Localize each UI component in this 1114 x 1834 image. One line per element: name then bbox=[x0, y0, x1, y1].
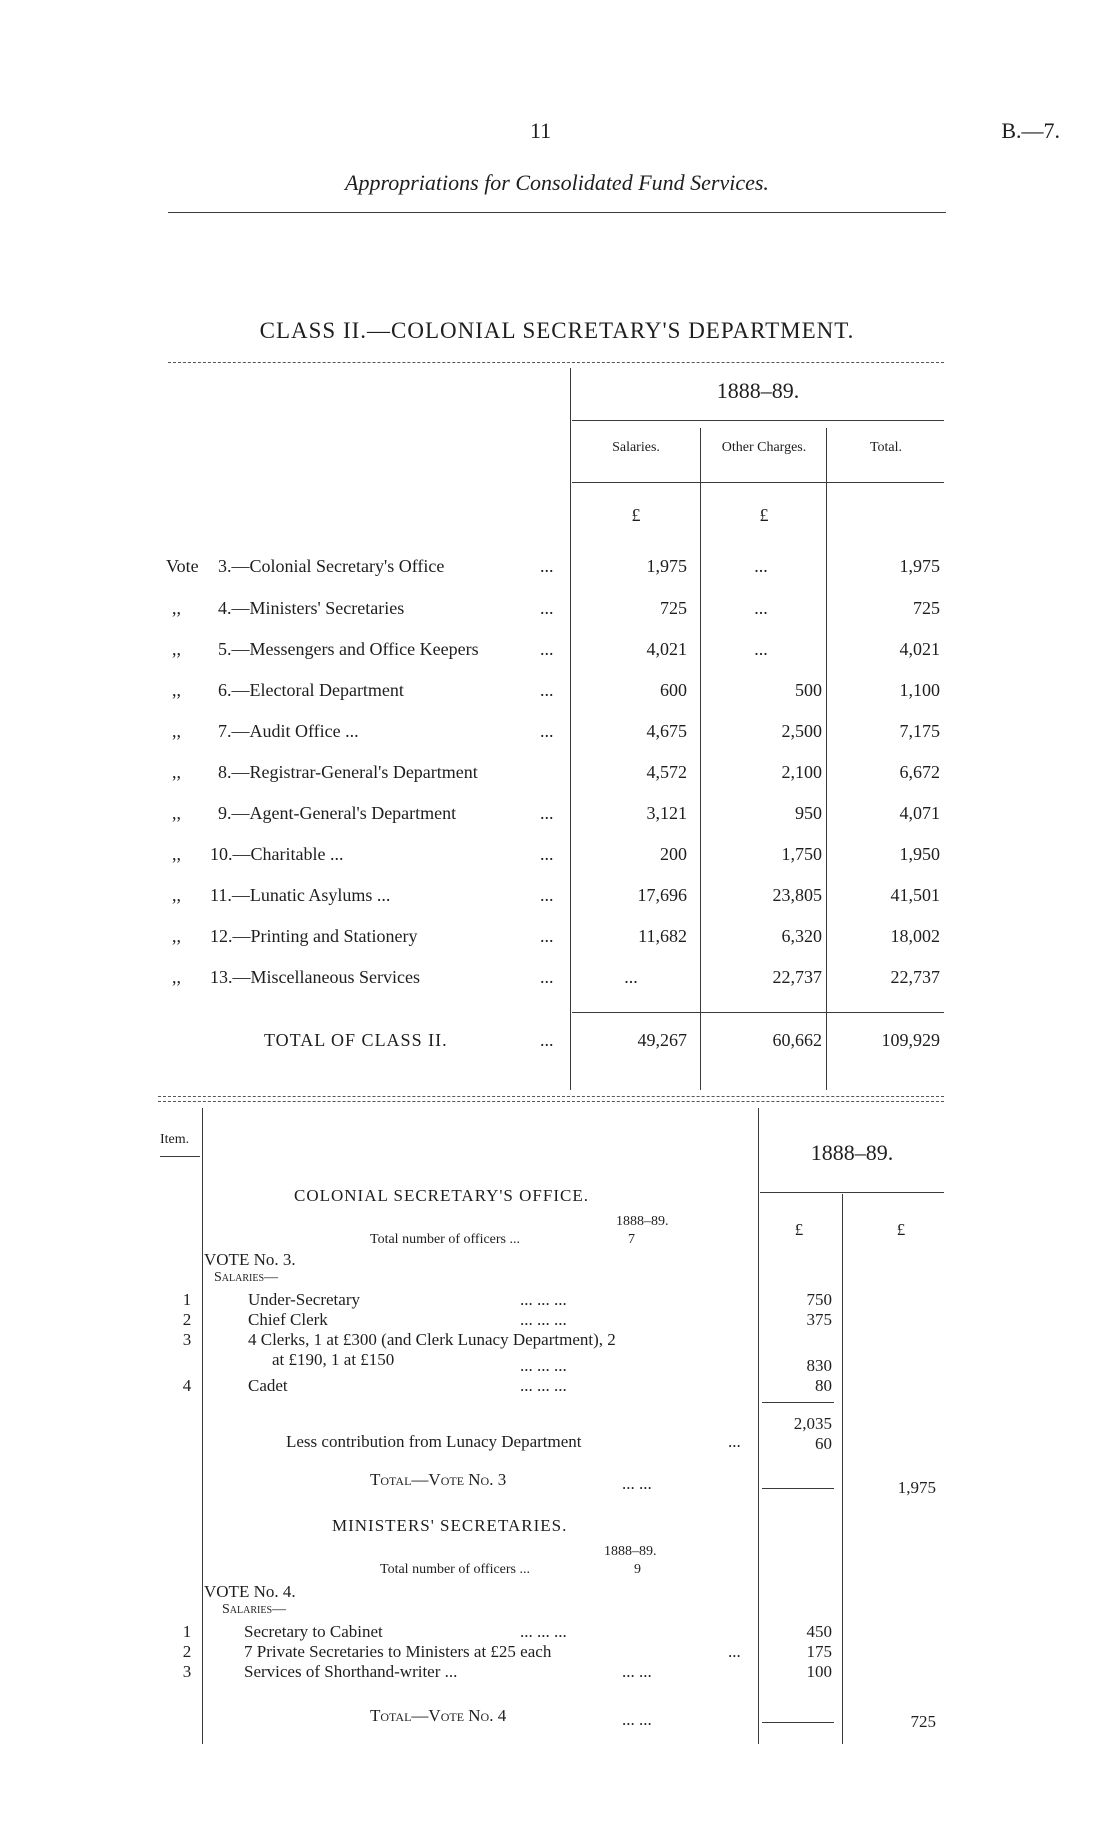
row-other: 950 bbox=[795, 803, 822, 823]
row-vote: ,, bbox=[172, 844, 181, 864]
row-total: 6,672 bbox=[899, 762, 940, 782]
row-salaries: 17,696 bbox=[637, 885, 687, 905]
unit-salaries: £ bbox=[631, 505, 641, 525]
row-total: 41,501 bbox=[890, 885, 940, 905]
vote-total-amount: 725 bbox=[910, 1712, 936, 1731]
row-dots: ... bbox=[540, 885, 554, 905]
row-vote: ,, bbox=[172, 762, 181, 782]
summary-row bbox=[0, 721, 1114, 761]
row-vote: ,, bbox=[172, 598, 181, 618]
row-other: 1,750 bbox=[781, 844, 822, 864]
row-total: 18,002 bbox=[890, 926, 940, 946]
total-dots: ... bbox=[540, 1030, 554, 1050]
item-label: Secretary to Cabinet bbox=[244, 1622, 383, 1641]
officers-count: 7 bbox=[628, 1232, 635, 1247]
officers-year: 1888–89. bbox=[604, 1544, 657, 1559]
row-total: 1,975 bbox=[899, 556, 940, 576]
row-vote: ,, bbox=[172, 967, 181, 987]
row-other: ... bbox=[754, 639, 768, 659]
item-dots: ... ... ... bbox=[520, 1622, 567, 1641]
summary-row bbox=[0, 762, 1114, 802]
row-label: 10.—Charitable ... bbox=[210, 844, 344, 864]
row-dots: ... bbox=[540, 721, 554, 741]
row-salaries: 11,682 bbox=[638, 926, 687, 946]
item-dots: ... ... ... bbox=[520, 1290, 567, 1309]
row-total: 4,071 bbox=[899, 803, 940, 823]
summary-year: 1888–89. bbox=[716, 378, 800, 403]
vote-total-label: Total—Vote No. 3 bbox=[370, 1470, 507, 1489]
page-number: 11 bbox=[530, 118, 552, 143]
row-salaries: ... bbox=[624, 967, 638, 987]
row-label: 7.—Audit Office ... bbox=[218, 721, 359, 741]
subtotal-amount: 2,035 bbox=[793, 1414, 832, 1433]
row-salaries: 4,021 bbox=[646, 639, 687, 659]
less-label: Less contribution from Lunacy Department bbox=[286, 1432, 582, 1451]
row-other: 2,500 bbox=[781, 721, 822, 741]
detail-unit-2: £ bbox=[896, 1220, 906, 1239]
col-total: Total. bbox=[869, 440, 903, 455]
vote-total-label: Total—Vote No. 4 bbox=[370, 1706, 507, 1725]
row-total: 4,021 bbox=[899, 639, 940, 659]
row-label: 5.—Messengers and Office Keepers bbox=[218, 639, 479, 659]
row-vote: ,, bbox=[172, 803, 181, 823]
row-label: 13.—Miscellaneous Services bbox=[210, 967, 420, 987]
item-dots: ... ... bbox=[622, 1662, 652, 1681]
detail-year-rule bbox=[760, 1192, 944, 1193]
col-other-charges: Other Charges. bbox=[721, 440, 807, 455]
row-total: 7,175 bbox=[899, 721, 940, 741]
row-other: 23,805 bbox=[772, 885, 822, 905]
row-salaries: 4,675 bbox=[646, 721, 687, 741]
row-label: 12.—Printing and Stationery bbox=[210, 926, 418, 946]
row-salaries: 4,572 bbox=[646, 762, 687, 782]
summary-top-rule bbox=[168, 362, 944, 363]
detail-unit-1: £ bbox=[794, 1220, 804, 1239]
item-amount: 80 bbox=[815, 1376, 832, 1395]
total-total: 109,929 bbox=[881, 1030, 940, 1050]
header-rule bbox=[168, 212, 946, 213]
salaries-heading: Salaries— bbox=[222, 1602, 287, 1617]
row-other: 6,320 bbox=[781, 926, 822, 946]
row-salaries: 600 bbox=[660, 680, 687, 700]
row-salaries: 1,975 bbox=[646, 556, 687, 576]
row-other: 22,737 bbox=[772, 967, 822, 987]
row-label: 6.—Electoral Department bbox=[218, 680, 404, 700]
officers-label: Total number of officers ... bbox=[370, 1232, 520, 1247]
row-dots: ... bbox=[540, 556, 554, 576]
row-dots: ... bbox=[540, 680, 554, 700]
item-number: 2 bbox=[182, 1642, 192, 1661]
row-vote: ,, bbox=[172, 639, 181, 659]
item-amount: 830 bbox=[806, 1356, 832, 1375]
item-label: 7 Private Secretaries to Ministers at £25 each bbox=[244, 1642, 552, 1661]
detail-year: 1888–89. bbox=[810, 1140, 894, 1165]
unit-other: £ bbox=[759, 505, 769, 525]
section-heading: COLONIAL SECRETARY'S OFFICE. bbox=[294, 1186, 589, 1205]
row-label: 4.—Ministers' Secretaries bbox=[218, 598, 405, 618]
row-dots: ... bbox=[540, 967, 554, 987]
row-salaries: 725 bbox=[660, 598, 687, 618]
item-label: at £190, 1 at £150 bbox=[272, 1350, 395, 1369]
vote-total-dots: ... ... bbox=[622, 1710, 652, 1729]
item-header-rule bbox=[160, 1156, 200, 1157]
summary-row bbox=[0, 680, 1114, 720]
item-amount: 450 bbox=[806, 1622, 832, 1641]
summary-row bbox=[0, 967, 1114, 1007]
officers-count: 9 bbox=[634, 1562, 641, 1577]
summary-row bbox=[0, 885, 1114, 925]
row-dots: ... bbox=[540, 803, 554, 823]
row-vote: Vote bbox=[166, 556, 199, 576]
row-label: 9.—Agent-General's Department bbox=[218, 803, 457, 823]
row-total: 22,737 bbox=[890, 967, 940, 987]
running-title: Appropriations for Consolidated Fund Services. bbox=[345, 170, 769, 195]
section-heading: MINISTERS' SECRETARIES. bbox=[332, 1516, 568, 1535]
less-dots: ... bbox=[728, 1432, 741, 1451]
row-salaries: 3,121 bbox=[646, 803, 687, 823]
item-amount: 750 bbox=[806, 1290, 832, 1309]
item-label: Services of Shorthand-writer ... bbox=[244, 1662, 458, 1681]
row-label: 11.—Lunatic Asylums ... bbox=[210, 885, 391, 905]
vote-heading: VOTE No. 3. bbox=[204, 1250, 296, 1269]
vote-total-dots: ... ... bbox=[622, 1474, 652, 1493]
total-salaries: 49,267 bbox=[637, 1030, 687, 1050]
subtotal-rule bbox=[762, 1402, 834, 1403]
item-number: 3 bbox=[182, 1662, 192, 1681]
vote-total-rule bbox=[762, 1722, 834, 1723]
summary-row bbox=[0, 926, 1114, 966]
row-vote: ,, bbox=[172, 885, 181, 905]
item-label: Under-Secretary bbox=[248, 1290, 360, 1309]
row-total: 1,100 bbox=[899, 680, 940, 700]
total-rule bbox=[572, 1012, 944, 1013]
salaries-heading: Salaries— bbox=[214, 1270, 279, 1285]
summary-total-row bbox=[0, 1030, 1114, 1070]
item-number: 2 bbox=[182, 1310, 192, 1329]
row-dots: ... bbox=[540, 844, 554, 864]
item-amount: 100 bbox=[806, 1662, 832, 1681]
row-salaries: 200 bbox=[660, 844, 687, 864]
summary-row bbox=[0, 844, 1114, 884]
item-dots: ... ... ... bbox=[520, 1376, 567, 1395]
officers-year: 1888–89. bbox=[616, 1214, 669, 1229]
vote-total-amount: 1,975 bbox=[897, 1478, 936, 1497]
row-other: ... bbox=[754, 556, 768, 576]
col-salaries: Salaries. bbox=[612, 440, 660, 455]
item-dots: ... bbox=[728, 1642, 741, 1661]
row-total: 1,950 bbox=[899, 844, 940, 864]
vote-heading: VOTE No. 4. bbox=[204, 1582, 296, 1601]
row-dots: ... bbox=[540, 926, 554, 946]
year-rule bbox=[572, 420, 944, 421]
row-other: 2,100 bbox=[781, 762, 822, 782]
row-label: 8.—Registrar-General's Department bbox=[218, 762, 478, 782]
item-amount: 375 bbox=[806, 1310, 832, 1329]
row-label: 3.—Colonial Secretary's Office bbox=[218, 556, 445, 576]
row-other: ... bbox=[754, 598, 768, 618]
item-number: 3 bbox=[182, 1330, 192, 1349]
less-amount: 60 bbox=[815, 1434, 832, 1453]
colhead-rule bbox=[572, 482, 944, 483]
row-vote: ,, bbox=[172, 680, 181, 700]
class-title: CLASS II.—COLONIAL SECRETARY'S DEPARTMENT. bbox=[259, 318, 855, 343]
item-header: Item. bbox=[160, 1132, 190, 1147]
item-number: 1 bbox=[182, 1622, 192, 1641]
item-label: 4 Clerks, 1 at £300 (and Clerk Lunacy Department), 2 bbox=[248, 1330, 616, 1349]
row-dots: ... bbox=[540, 639, 554, 659]
row-total: 725 bbox=[913, 598, 940, 618]
summary-row bbox=[0, 639, 1114, 679]
total-other: 60,662 bbox=[772, 1030, 822, 1050]
item-amount: 175 bbox=[806, 1642, 832, 1661]
item-number: 1 bbox=[182, 1290, 192, 1309]
summary-row bbox=[0, 803, 1114, 843]
summary-row bbox=[0, 598, 1114, 638]
row-vote: ,, bbox=[172, 721, 181, 741]
vote-total-rule bbox=[762, 1488, 834, 1489]
row-other: 500 bbox=[795, 680, 822, 700]
row-dots: ... bbox=[540, 598, 554, 618]
item-column-rule bbox=[202, 1108, 203, 1744]
summary-row bbox=[0, 556, 1114, 596]
item-number: 4 bbox=[182, 1376, 192, 1395]
item-dots: ... ... ... bbox=[520, 1356, 567, 1375]
amount-column-rule bbox=[758, 1108, 759, 1744]
summary-bottom-rule-2 bbox=[158, 1101, 944, 1102]
officers-label: Total number of officers ... bbox=[380, 1562, 530, 1577]
total-label: TOTAL OF CLASS II. bbox=[264, 1030, 448, 1050]
item-label: Chief Clerk bbox=[248, 1310, 328, 1329]
row-vote: ,, bbox=[172, 926, 181, 946]
item-dots: ... ... ... bbox=[520, 1310, 567, 1329]
total-column-rule bbox=[842, 1194, 843, 1744]
item-label: Cadet bbox=[248, 1376, 288, 1395]
summary-bottom-rule bbox=[158, 1096, 944, 1097]
page-reference: B.—7. bbox=[1001, 118, 1060, 143]
